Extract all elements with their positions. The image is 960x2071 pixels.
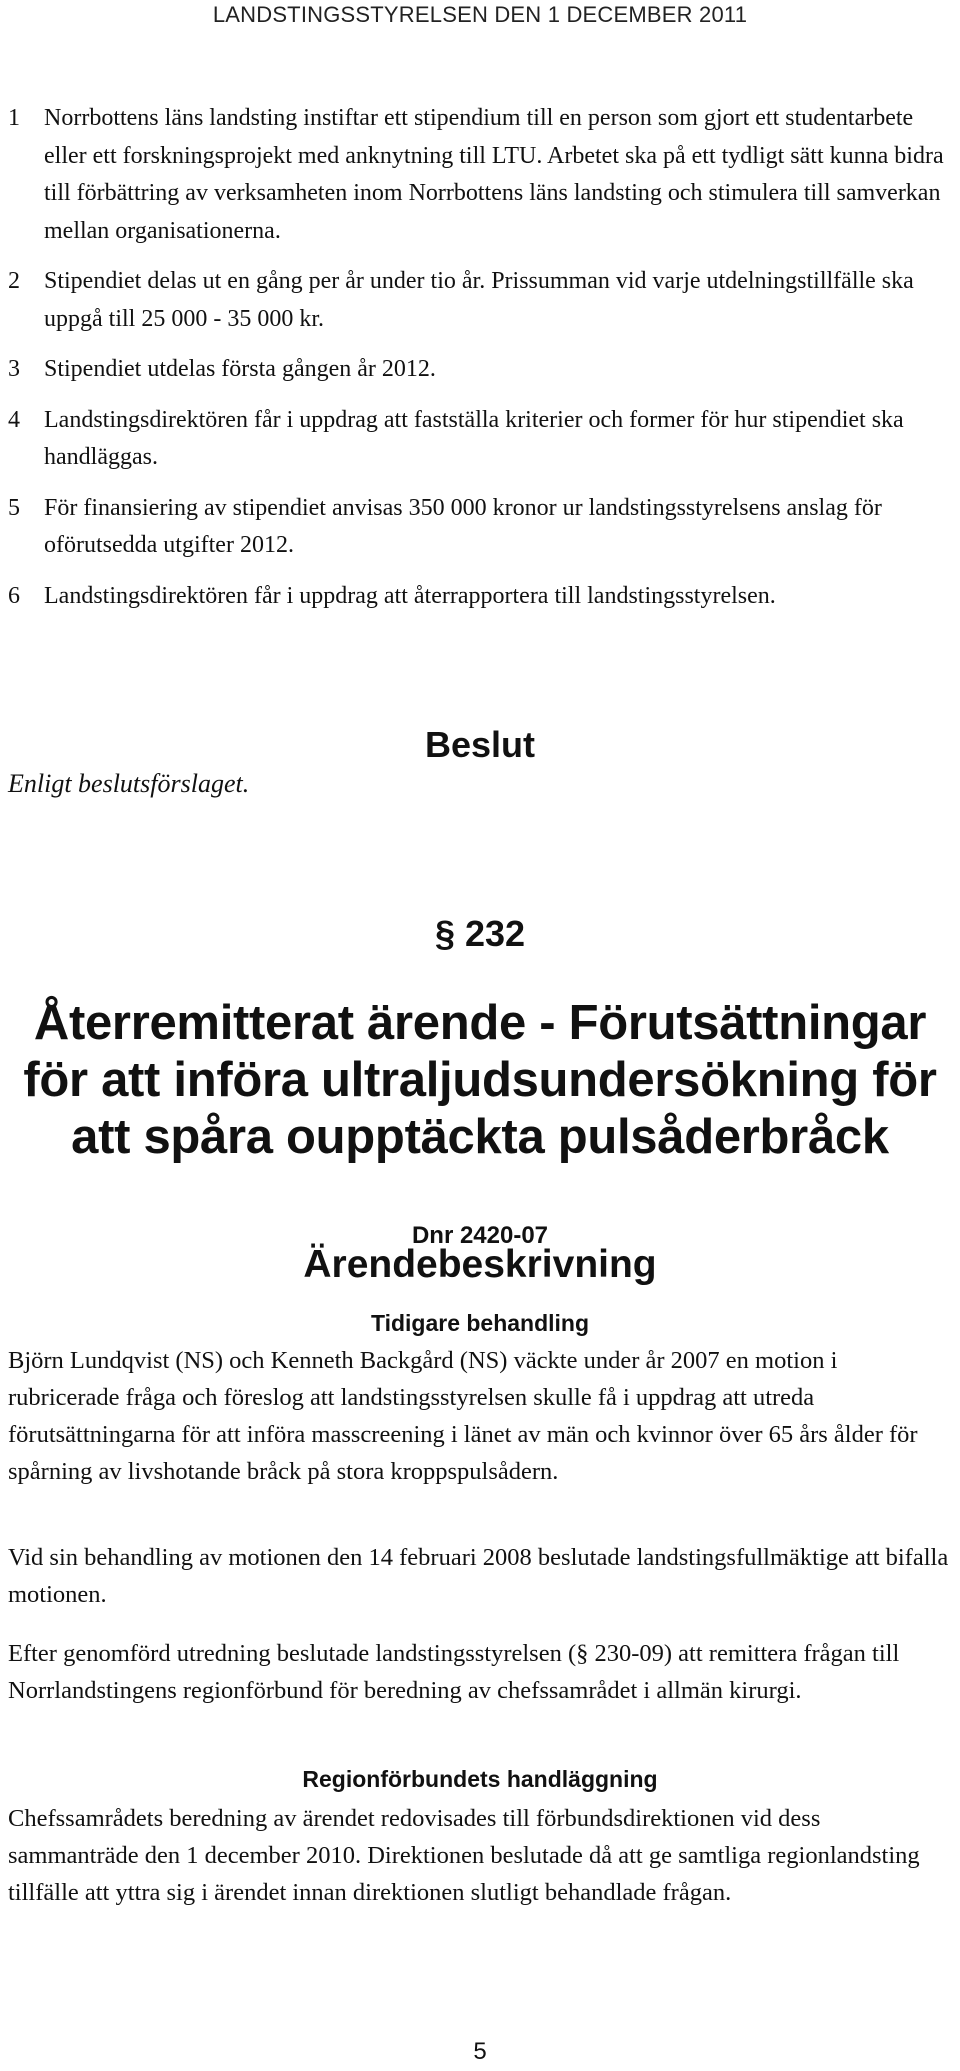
proposal-number: 1 — [8, 105, 20, 131]
proposal-text: Landstingsdirektören får i uppdrag att fastställa kriterier och former för hur stipendiet ska handläggas. — [44, 406, 904, 470]
diary-number: Dnr 2420-07 — [411, 1222, 549, 1249]
paragraph: Vid sin behandling av motionen den 14 februari 2008 beslutade landstingsfullmäktige att bifalla motionen. — [8, 1544, 949, 1608]
paragraph: Efter genomförd utredning beslutade landstingsstyrelsen (§ 230-09) att remittera frågan till Norrlandstingens regionförbund för beredning av chefssamrådet i allmän kirurgi. — [8, 1640, 900, 1704]
proposal-number: 5 — [8, 494, 20, 521]
proposal-item — [8, 402, 953, 477]
section-number: § 232 — [434, 913, 526, 954]
proposal-item — [8, 351, 953, 389]
proposal-list — [8, 100, 953, 628]
proposal-number: 3 — [8, 356, 20, 382]
proposal-item — [8, 263, 953, 338]
proposal-text: Stipendiet utdelas första gången år 2012. — [44, 356, 436, 382]
proposal-text: Stipendiet delas ut en gång per år under tio år. Prissumman vid varje utdelningstillfälle ska uppgå till 25 000 - 35 000 kr. — [44, 268, 914, 332]
case-description-heading: Ärendebeskrivning — [303, 1243, 657, 1286]
proposal-number: 2 — [8, 268, 20, 294]
proposal-item — [8, 100, 953, 250]
decision-text: Enligt beslutsförslaget. — [8, 769, 250, 798]
proposal-text: Landstingsdirektören får i uppdrag att återrapportera till landstingsstyrelsen. — [44, 582, 776, 609]
paragraph: Chefssamrådets beredning av ärendet redovisades till förbundsdirektionen vid dess sammanträde den 1 december 2010. Direktionen beslutade då att ge samtliga regionlandsting tillfälle att yttra sig i ärendet innan direktionen slutligt behandlade frågan. — [8, 1805, 920, 1906]
proposal-number: 6 — [8, 582, 20, 609]
proposal-text: Norrbottens läns landsting instiftar ett stipendium till en person som gjort ett studentarbete eller ett forskningsprojekt med anknytning till LTU. Arbetet ska på ett tydligt sätt kunna bidra till förbättring av verksamheten inom Norrbottens läns landsting och stimulera till samverkan mellan organisationerna. — [44, 105, 944, 244]
proposal-number: 4 — [8, 406, 20, 433]
proposal-text: För finansiering av stipendiet anvisas 350 000 kronor ur landstingsstyrelsens anslag för oförutsedda utgifter 2012. — [44, 494, 882, 558]
proposal-item — [8, 490, 953, 565]
subheading-regional-handling: Regionförbundets handläggning — [302, 1766, 658, 1792]
page-header: LANDSTINGSSTYRELSEN DEN 1 DECEMBER 2011 — [212, 2, 748, 27]
page-number: 5 — [473, 2038, 487, 2065]
subheading-previous-handling: Tidigare behandling — [370, 1310, 590, 1336]
decision-heading: Beslut — [424, 724, 536, 765]
proposal-item — [8, 578, 953, 616]
paragraph: Björn Lundqvist (NS) och Kenneth Backgård (NS) väckte under år 2007 en motion i rubricerade fråga och föreslog att landstingsstyrelsen skulle få i uppdrag att utreda förutsättningarna för att införa masscreening i länet av män och kvinnor över 65 års ålder för spårning av livshotande bråck på stora kroppspulsådern. — [8, 1347, 918, 1485]
section-title: Återremitterat ärende - Förutsättningar för att införa ultraljudsundersökning för att spåra oupptäckta pulsåderbråck — [23, 996, 937, 1164]
